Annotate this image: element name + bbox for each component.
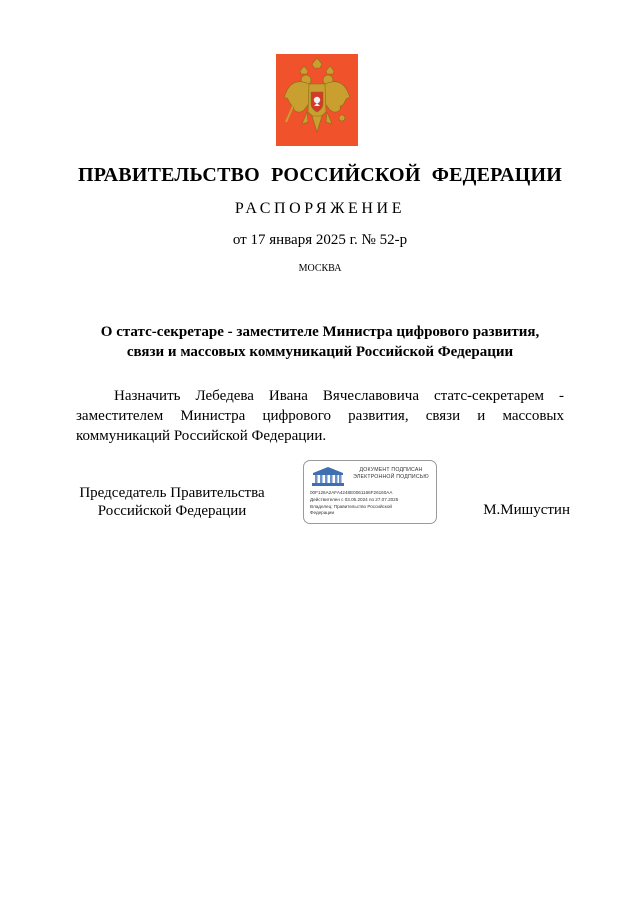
coat-of-arms-graphic	[276, 54, 358, 146]
coat-of-arms-icon	[276, 54, 358, 146]
document-type: РАСПОРЯЖЕНИЕ	[234, 200, 406, 217]
signer-position	[72, 484, 272, 520]
document-date-number: от 17 января 2025 г. № 52-р	[232, 232, 408, 248]
signer-name: М.Мишустин	[483, 502, 570, 518]
signer-position-line-1: Председатель Правительства	[79, 485, 265, 501]
stamp-owner-line-2: Федерации	[310, 510, 335, 515]
stamp-title-line-1: ДОКУМЕНТ ПОДПИСАН	[359, 467, 423, 473]
stamp-title-line-2: ЭЛЕКТРОННОЙ ПОДПИСЬЮ	[353, 474, 429, 480]
stamp-owner-line-1: Владелец: Правительство Российской	[310, 504, 392, 509]
electronic-signature-stamp	[303, 460, 437, 524]
stamp-title	[346, 467, 436, 481]
subject-line-2: связи и массовых коммуникаций Российской Федерации	[126, 344, 514, 360]
order-paragraph: Назначить Лебедева Ивана Вячеславовича статс-секретарем - заместителем Министра цифрового развития, связи и массовых коммуникаций Российской Федерации.	[76, 388, 564, 444]
document-subject	[60, 322, 580, 362]
central-shield	[311, 92, 323, 112]
signer-position-line-2: Российской Федерации	[97, 503, 247, 519]
stamp-certificate: 00F126A2AFA4248E0061166F26160AA	[310, 490, 393, 495]
document-city: МОСКВА	[298, 263, 342, 274]
subject-line-1: О статс-секретаре - заместителе Министра цифрового развития,	[100, 324, 540, 340]
government-building-icon	[309, 465, 347, 487]
stamp-validity: Действителен с 03.05.2024 по 27.07.2025	[310, 497, 399, 502]
issuing-authority: ПРАВИТЕЛЬСТВО РОССИЙСКОЙ ФЕДЕРАЦИИ	[78, 164, 562, 186]
